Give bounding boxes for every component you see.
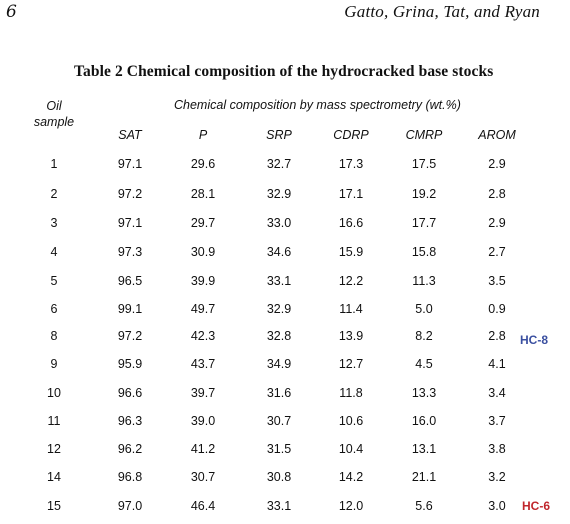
table-cell-srp: 33.0 [266,216,292,230]
table-cell-cmrp: 13.3 [411,386,437,400]
oil-header-line-1: Oil [46,99,62,113]
table-cell-cmrp: 19.2 [411,187,437,201]
table-cell-cdrp: 14.2 [338,470,364,484]
sample-id: 4 [50,245,58,259]
table-cell-srp: 34.9 [266,357,292,371]
table-cell-cdrp: 10.4 [338,442,364,456]
sample-id: 3 [50,216,58,230]
table-title: Table 2 Chemical composition of the hydrocracked base stocks [74,63,494,80]
table-cell-arom: 3.5 [488,274,506,288]
table-cell-sat: 95.9 [117,357,143,371]
table-cell-cdrp: 17.3 [338,157,364,171]
sample-id: 2 [50,187,58,201]
table-cell-arom: 3.0 [488,499,506,513]
table-cell-arom: 2.9 [488,216,506,230]
sample-id: 15 [47,499,61,513]
table-cell-srp: 33.1 [266,274,292,288]
table-cell-sat: 97.1 [117,157,143,171]
table-cell-cmrp: 4.5 [415,357,433,371]
table-cell-sat: 97.0 [117,499,143,513]
table-cell-cdrp: 16.6 [338,216,364,230]
column-header-cdrp: CDRP [333,128,369,142]
table-cell-arom: 3.7 [488,414,506,428]
table-cell-srp: 34.6 [266,245,292,259]
table-cell-p: 39.0 [190,414,216,428]
table-cell-p: 46.4 [190,499,216,513]
table-cell-cmrp: 16.0 [411,414,437,428]
sample-id: 14 [47,470,61,484]
table-cell-sat: 97.3 [117,245,143,259]
table-cell-srp: 31.6 [266,386,292,400]
table-cell-sat: 97.2 [117,187,143,201]
sample-id: 9 [50,357,58,371]
table-cell-sat: 99.1 [117,302,143,316]
table-cell-srp: 32.9 [266,187,292,201]
table-cell-sat: 96.2 [117,442,143,456]
table-cell-cmrp: 21.1 [411,470,437,484]
table-cell-arom: 2.8 [488,187,506,201]
table-cell-arom: 2.8 [488,329,506,343]
sample-id: 12 [47,442,61,456]
table-cell-srp: 30.8 [266,470,292,484]
column-header-p: P [198,128,208,142]
table-cell-cdrp: 12.0 [338,499,364,513]
table-cell-sat: 96.6 [117,386,143,400]
table-cell-sat: 96.8 [117,470,143,484]
table-cell-p: 43.7 [190,357,216,371]
table-cell-cmrp: 11.3 [412,274,436,288]
table-cell-sat: 97.2 [117,329,143,343]
table-cell-sat: 97.1 [117,216,143,230]
table-cell-p: 29.7 [190,216,216,230]
sample-id: 10 [47,386,61,400]
table-cell-arom: 3.8 [488,442,506,456]
table-cell-p: 49.7 [190,302,216,316]
table-cell-cdrp: 11.4 [339,302,363,316]
table-cell-srp: 32.7 [266,157,292,171]
sample-id: 6 [50,302,58,316]
column-header-srp: SRP [266,128,292,142]
row-annotation-hc-8: HC-8 [520,333,549,347]
table-cell-sat: 96.3 [117,414,143,428]
table-cell-srp: 32.8 [266,329,292,343]
table-cell-p: 29.6 [190,157,216,171]
table-cell-p: 30.7 [190,470,216,484]
group-header: Chemical composition by mass spectrometry (wt.%) [174,98,461,112]
table-cell-cmrp: 13.1 [411,442,437,456]
row-annotation-hc-6: HC-6 [522,499,551,513]
table-cell-cdrp: 10.6 [338,414,364,428]
table-cell-cmrp: 15.8 [411,245,437,259]
table-cell-arom: 2.9 [488,157,506,171]
table-cell-sat: 96.5 [117,274,143,288]
table-cell-p: 30.9 [190,245,216,259]
column-header-cmrp: CMRP [405,128,443,142]
table-cell-arom: 0.9 [488,302,506,316]
table-cell-p: 39.9 [190,274,216,288]
table-cell-srp: 31.5 [266,442,292,456]
table-cell-p: 39.7 [190,386,216,400]
table-cell-p: 41.2 [190,442,216,456]
table-cell-srp: 33.1 [266,499,292,513]
table-cell-cmrp: 5.0 [415,302,433,316]
oil-sample-header [31,98,77,130]
table-cell-p: 28.1 [190,187,216,201]
sample-id: 11 [47,414,61,428]
table-cell-arom: 4.1 [488,357,506,371]
table-cell-cdrp: 12.2 [338,274,364,288]
table-cell-cdrp: 17.1 [338,187,364,201]
table-cell-cmrp: 8.2 [415,329,433,343]
oil-header-line-2: sample [33,115,75,129]
table-cell-cdrp: 15.9 [338,245,364,259]
sample-id: 1 [50,157,58,171]
column-header-sat: SAT [118,128,142,142]
table-cell-srp: 32.9 [266,302,292,316]
table-cell-cdrp: 12.7 [338,357,364,371]
sample-id: 5 [50,274,58,288]
sample-id: 8 [50,329,58,343]
running-head: Gatto, Grina, Tat, and Ryan [344,2,540,21]
table-cell-p: 42.3 [190,329,216,343]
column-header-arom: AROM [478,128,516,142]
table-cell-arom: 3.2 [488,470,506,484]
table-cell-arom: 2.7 [488,245,506,259]
page-number: 6 [6,2,17,22]
table-cell-cdrp: 13.9 [338,329,364,343]
table-cell-cmrp: 5.6 [415,499,433,513]
table-cell-arom: 3.4 [488,386,506,400]
table-cell-cmrp: 17.7 [411,216,437,230]
table-cell-cmrp: 17.5 [411,157,437,171]
table-cell-cdrp: 11.8 [339,386,363,400]
table-cell-srp: 30.7 [266,414,292,428]
